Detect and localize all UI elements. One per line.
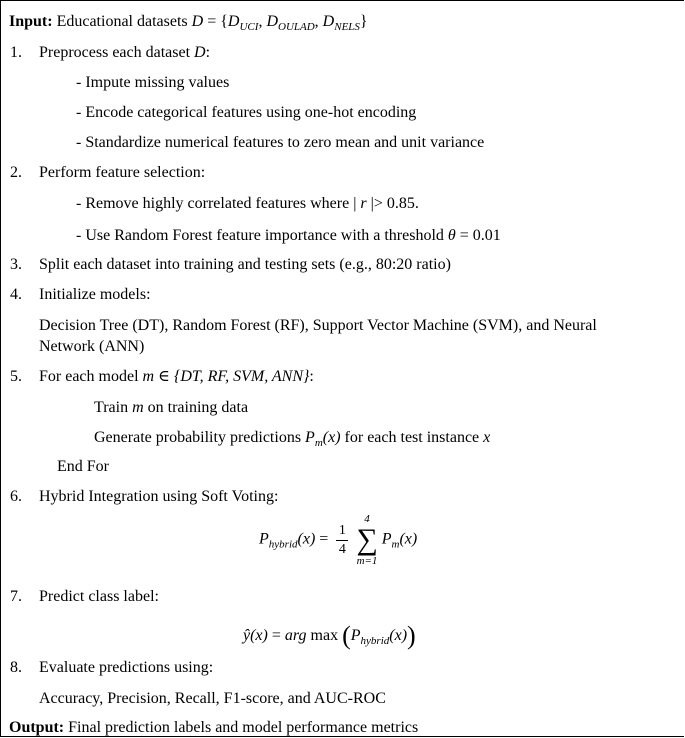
formula2-sub: hybrid — [360, 635, 390, 647]
formula1-fraction-bar — [336, 540, 348, 541]
step-5-b-post: for each test instance — [344, 429, 480, 446]
step-7-num: 7. — [10, 588, 22, 605]
formula1-rhs-sub: m — [391, 538, 400, 551]
step-2-b-var: θ — [447, 227, 456, 244]
step-5-a-pre: Train — [94, 399, 129, 416]
step-2-b-pre: - Use Random Forest feature importance with a threshold — [76, 227, 444, 244]
step-4-num: 4. — [10, 286, 22, 303]
step-2-b-post: = 0.01 — [459, 227, 501, 244]
input-brace-close: } — [359, 13, 368, 30]
step-5-in: ∈ — [158, 368, 170, 385]
step-5-b — [94, 428, 490, 453]
step-5-b-x: x — [483, 429, 491, 446]
step-4-a: Decision Tree (DT), Random Forest (RF), Support Vector Machine (SVM), and Neural — [39, 317, 597, 334]
dataset-nels: D — [322, 13, 335, 30]
step-2-a-var: r — [360, 195, 367, 212]
step-5-a-post: on training data — [147, 399, 249, 416]
step-2-a-post: |> 0.85. — [370, 195, 419, 212]
formula2-open-paren: ( — [342, 621, 351, 650]
formula-soft-voting — [259, 513, 417, 567]
step-3-num: 3. — [10, 256, 22, 273]
dataset-nels-sub: NELS — [334, 21, 360, 33]
formula1-eq: = — [319, 530, 329, 548]
output-text: Final prediction labels and model performance metrics — [68, 719, 419, 736]
step-2-b — [76, 226, 501, 246]
step-8-text: Evaluate predictions using: — [39, 659, 214, 676]
input-eq: = — [207, 13, 217, 30]
step-1-text-wrap — [39, 43, 210, 63]
step-5-text-wrap — [39, 367, 314, 387]
step-1-num: 1. — [10, 44, 22, 61]
formula1-fraction — [336, 523, 348, 558]
formula-argmax — [243, 621, 416, 651]
step-1-b: - Encode categorical features using one-hot encoding — [76, 104, 417, 121]
formula2-p: P — [350, 627, 361, 644]
dataset-oulad-sub: OULAD — [278, 21, 315, 33]
formula1-lhs-sub: hybrid — [268, 538, 298, 551]
step-5-var: m — [142, 368, 155, 385]
formula1-sum — [356, 513, 377, 567]
step-8-num: 8. — [10, 659, 22, 676]
step-2-text: Perform feature selection: — [39, 164, 206, 181]
step-5-colon: : — [309, 368, 314, 385]
step-5-set: {DT, RF, SVM, ANN} — [173, 368, 310, 385]
formula1-denominator: 4 — [338, 541, 346, 557]
formula2-eq: = — [271, 627, 281, 644]
step-1-colon: : — [205, 44, 211, 61]
formula2-arg: arg — [284, 627, 307, 644]
step-5-a — [94, 398, 248, 418]
formula2-arg-x: (x) — [389, 627, 408, 644]
step-2-a — [76, 194, 419, 214]
step-5-b-arg: (x) — [322, 429, 341, 446]
formula1-sum-top: 4 — [364, 513, 370, 525]
input-line: Input: Educational datasets $D = \{D_{UCI}$, $D_{OULAD}$, $D_{NELS}$} — [9, 13, 368, 33]
dataset-uci-sub: UCI — [239, 21, 259, 33]
formula1-lhs-arg: (x) — [297, 530, 316, 548]
step-8-a: Accuracy, Precision, Recall, F1-score, and AUC-ROC — [39, 690, 386, 707]
formula2-lhs: ŷ(x) — [243, 627, 268, 644]
formula2-close-paren: ) — [407, 621, 416, 650]
formula1-rhs-p: P — [381, 530, 392, 548]
step-1-var: D — [194, 44, 206, 61]
step-5-b-p: P — [305, 429, 315, 446]
step-5-b-pre: Generate probability predictions — [94, 429, 302, 446]
input-d-symbol: D — [191, 13, 204, 30]
step-5-a-var: m — [132, 399, 144, 416]
step-2-a-pre: - Remove highly correlated features where | — [76, 195, 357, 212]
output-line — [9, 718, 418, 738]
input-brace-open: { — [220, 13, 228, 30]
step-6-text: Hybrid Integration using Soft Voting: — [39, 488, 279, 505]
output-label: Output: — [9, 719, 65, 736]
step-4-text: Initialize models: — [39, 286, 151, 303]
formula1-lhs-p: P — [259, 530, 269, 548]
formula1-rhs-arg: (x) — [399, 530, 418, 548]
formula2-max: max — [310, 627, 339, 644]
dataset-uci: D — [227, 13, 240, 30]
step-1-c: - Standardize numerical features to zero mean and unit variance — [76, 134, 485, 151]
step-2-num: 2. — [10, 164, 22, 181]
formula1-sum-bot: m=1 — [356, 555, 378, 567]
step-5-num: 5. — [10, 368, 22, 385]
sigma-icon: ∑ — [356, 523, 378, 556]
input-label: Input: — [9, 13, 53, 30]
input-text: Educational datasets — [56, 13, 188, 30]
formula1-numerator: 1 — [338, 522, 346, 538]
step-6-num: 6. — [10, 488, 22, 505]
step-5-text: For each model — [39, 368, 139, 385]
step-1-text: Preprocess each dataset — [39, 44, 191, 61]
step-3-text: Split each dataset into training and testing sets (e.g., 80:20 ratio) — [39, 256, 451, 273]
dataset-oulad: D — [266, 13, 278, 30]
step-4-b: Network (ANN) — [39, 338, 145, 355]
step-7-text: Predict class label: — [39, 588, 159, 605]
step-5-b-sub: m — [314, 437, 323, 449]
step-1-a: - Impute missing values — [76, 74, 230, 91]
step-5-end: End For — [57, 458, 109, 475]
